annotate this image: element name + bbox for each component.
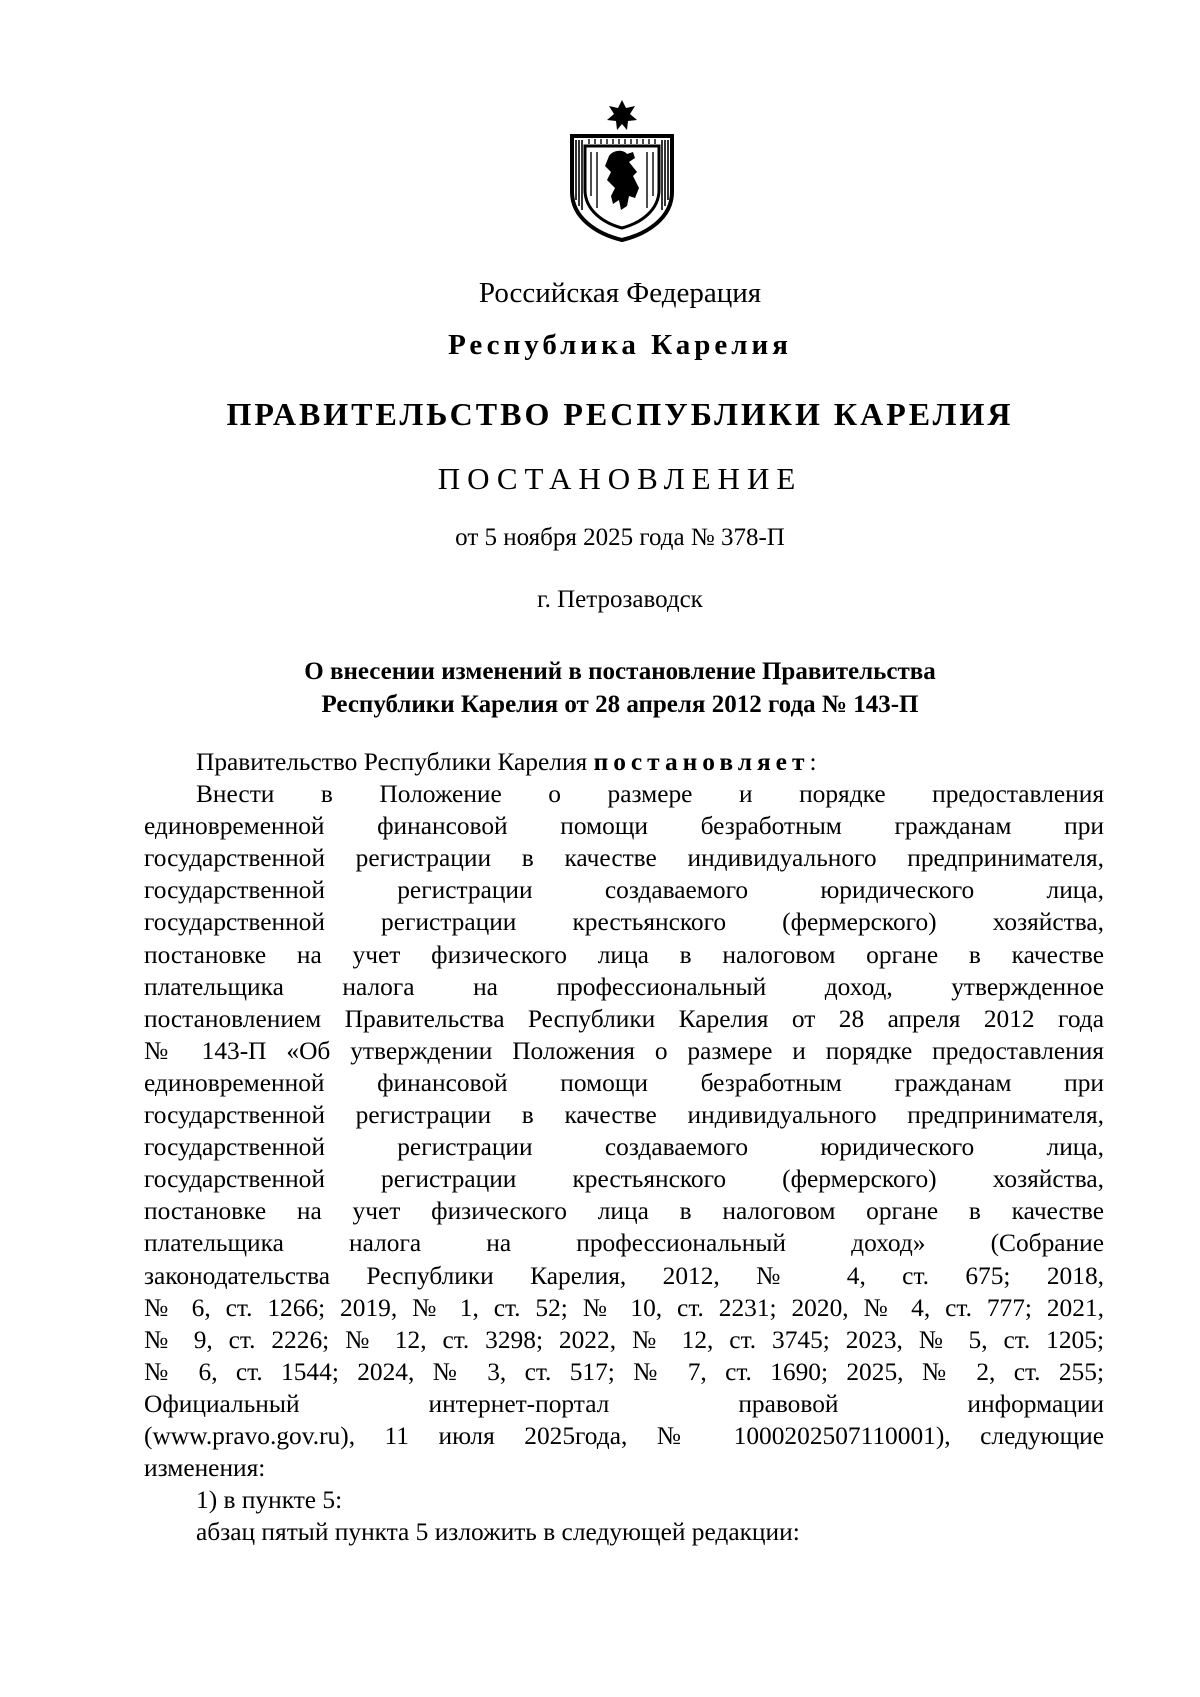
- document-body: [144, 746, 1104, 1548]
- document-title-line-1: О внесении изменений в постановление Правительства: [304, 658, 936, 685]
- main-paragraph-line: постановке на учет физического лица в налоговом органе в качестве: [144, 1197, 1104, 1226]
- country-name: Российская Федерация: [478, 277, 762, 309]
- main-paragraph-line: Внести в Положение о размере и порядке предоставления: [196, 780, 1104, 809]
- main-paragraph-line: плательщика налога на профессиональный доход, утвержденное: [144, 972, 1104, 1001]
- main-paragraph-line: № 9, ст. 2226; № 12, ст. 3298; 2022, № 12, ст. 3745; 2023, № 5, ст. 1205;: [144, 1325, 1104, 1354]
- document-date-number: от 5 ноября 2025 года № 378-П: [455, 524, 785, 551]
- main-paragraph-line: государственной регистрации в качестве индивидуального предпринимателя,: [144, 844, 1104, 873]
- main-paragraph-line: № 6, ст. 1266; 2019, № 1, ст. 52; № 10, ст. 2231; 2020, № 4, ст. 777; 2021,: [144, 1293, 1104, 1322]
- intro-text: Правительство Республики Карелия: [196, 748, 594, 776]
- main-paragraph: [144, 778, 1104, 1484]
- intro-colon: :: [809, 748, 817, 776]
- intro-paragraph: [144, 746, 1104, 778]
- republic-name: Республика Карелия: [448, 329, 792, 361]
- main-paragraph-line: государственной регистрации создаваемого юридического лица,: [144, 876, 1104, 905]
- main-paragraph-line: государственной регистрации крестьянского (фермерского) хозяйства,: [144, 1165, 1104, 1194]
- item-1-text: абзац пятый пункта 5 изложить в следующей редакции:: [196, 1518, 800, 1547]
- document-city: г. Петрозаводск: [537, 586, 703, 613]
- karelia-coat-of-arms-icon: [569, 100, 675, 242]
- main-paragraph-line: постановлением Правительства Республики Карелия от 28 апреля 2012 года: [144, 1004, 1104, 1033]
- document-title: [0, 655, 1200, 721]
- main-paragraph-line: плательщика налога на профессиональный доход» (Собрание: [144, 1229, 1104, 1258]
- main-paragraph-line: № 143-П «Об утверждении Положения о размере и порядке предоставления: [144, 1036, 1104, 1065]
- main-paragraph-line: (www.pravo.gov.ru), 11 июля 2025года, № 1000202507110001), следующие: [144, 1421, 1104, 1450]
- main-paragraph-line: № 6, ст. 1544; 2024, № 3, ст. 517; № 7, ст. 1690; 2025, № 2, ст. 255;: [144, 1357, 1104, 1386]
- government-name: ПРАВИТЕЛЬСТВО РЕСПУБЛИКИ КАРЕЛИЯ: [226, 396, 1014, 432]
- document-title-line-2: Республики Карелия от 28 апреля 2012 года № 143-П: [321, 691, 919, 718]
- main-paragraph-line: единовременной финансовой помощи безработным гражданам при: [144, 812, 1104, 841]
- item-1-heading: 1) в пункте 5:: [196, 1486, 343, 1515]
- document-type: ПОСТАНОВЛЕНИЕ: [437, 461, 803, 496]
- main-paragraph-line: государственной регистрации в качестве индивидуального предпринимателя,: [144, 1101, 1104, 1130]
- main-paragraph-line: государственной регистрации создаваемого юридического лица,: [144, 1133, 1104, 1162]
- main-paragraph-line: государственной регистрации крестьянского (фермерского) хозяйства,: [144, 908, 1104, 937]
- main-paragraph-line: законодательства Республики Карелия, 2012, № 4, ст. 675; 2018,: [144, 1261, 1104, 1290]
- intro-verb: постановляет: [593, 748, 810, 776]
- main-paragraph-line: постановке на учет физического лица в налоговом органе в качестве: [144, 940, 1104, 969]
- main-paragraph-line: изменения:: [144, 1454, 266, 1483]
- main-paragraph-line: единовременной финансовой помощи безработным гражданам при: [144, 1068, 1104, 1097]
- main-paragraph-line: Официальный интернет-портал правовой информации: [144, 1389, 1104, 1418]
